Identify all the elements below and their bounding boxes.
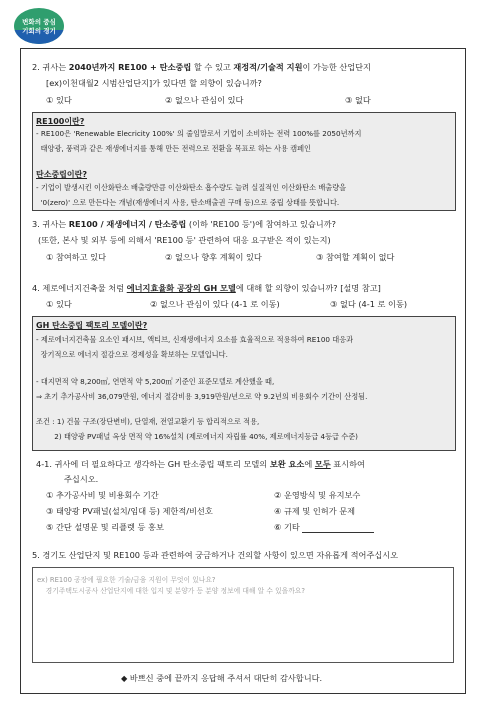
re100-heading: RE100이란? xyxy=(36,117,85,126)
gh-text-3: - 대지면적 약 8,200㎡, 연면적 약 5,200㎡ 기준인 표준모델로 계산했을 때, xyxy=(36,377,275,386)
q41-title: 4-1. 귀사에 더 필요하다고 생각하는 GH 탄소중립 팩토리 모델의 보완 요소에 모두 표시하여 xyxy=(36,459,365,469)
q3-line2: (또한, 본사 및 외부 등에 의해서 'RE100 등' 관련하여 대응 요구받은 적이 있는지) xyxy=(38,235,331,245)
carbon-text-2: '0(zero)' 으로 만든다는 개념(재생에너지 사용, 탄소배출권 구매 등)으로 중립 상태를 뜻합니다. xyxy=(36,198,340,207)
q3-option-2[interactable]: ② 없으나 향후 계획이 있다 xyxy=(165,252,262,262)
footer-thanks: ◆ 바쁘신 중에 끝까지 응답해 주셔서 대단히 감사합니다. xyxy=(121,673,323,683)
q41-option-2[interactable]: ② 운영방식 및 유지보수 xyxy=(274,490,361,500)
gh-text-2: 장기적으로 에너지 절감으로 경제성을 확보하는 모델입니다. xyxy=(36,350,228,359)
gh-text-5: 조건 : 1) 건물 구조(장단변비), 단열재, 전열교환기 등 합리적으로 적용, xyxy=(36,417,260,426)
q2-title: 2. 귀사는 2040년까지 RE100 + 탄소중립 할 수 있고 재정적/기술적 지원이 가능한 산업단지 xyxy=(32,62,371,72)
q2-option-2[interactable]: ② 없으나 관심이 있다 xyxy=(165,95,244,105)
q5-title: 5. 경기도 산업단지 및 RE100 등과 관련하여 궁금하거나 건의할 사항이 있으면 자유롭게 적어주십시오 xyxy=(32,550,399,560)
gh-text-4: ⇒ 초기 추가공사비 36,079만원, 에너지 절감비용 3,919만원/년으로 약 9.2년의 비용회수 기간이 산정됨. xyxy=(36,392,368,401)
q41-option-6[interactable]: ⑥ 기타 xyxy=(274,522,374,533)
q4-option-3[interactable]: ③ 없다 (4-1 로 이동) xyxy=(330,299,408,309)
q41-option-1[interactable]: ① 추가공사비 및 비용회수 기간 xyxy=(46,490,159,500)
re100-text-2: 태양광, 풍력과 같은 재생에너지를 통해 만든 전력으로 전환을 목표로 하는 사용 캠페인 xyxy=(36,144,311,153)
logo-line2: 기회의 경기 xyxy=(22,27,56,35)
q4-option-2[interactable]: ② 없으나 관심이 있다 (4-1 로 이동) xyxy=(150,299,280,309)
q3-option-3[interactable]: ③ 참여할 계획이 없다 xyxy=(316,252,395,262)
logo-line1: 변화의 중심 xyxy=(22,18,56,26)
feedback-placeholder-2: 경기주택도시공사 산업단지에 대한 입지 및 분양가 등 분양 정보에 대해 알 수 있을까요? xyxy=(37,587,305,595)
other-blank-line[interactable] xyxy=(302,524,374,533)
q41-option-5[interactable]: ⑤ 간단 설명문 및 리플렛 등 홍보 xyxy=(46,522,164,532)
q2-line2: [ex)이천대월2 시범산업단지]가 있다면 할 의향이 있습니까? xyxy=(46,78,262,88)
q41-option-4[interactable]: ④ 규제 및 인허가 문제 xyxy=(274,506,356,516)
feedback-textarea[interactable] xyxy=(32,567,454,663)
q41-line2: 주십시오. xyxy=(64,474,99,484)
q41-option-3[interactable]: ③ 태양광 PV패널(설치/임대 등) 제한적/비선호 xyxy=(46,506,213,516)
q2-option-3[interactable]: ③ 없다 xyxy=(345,95,371,105)
q4-option-1[interactable]: ① 있다 xyxy=(46,299,72,309)
carbon-neutral-heading: 탄소중립이란? xyxy=(36,170,88,179)
q3-title: 3. 귀사는 RE100 / 재생에너지 / 탄소중립 (이하 'RE100 등')에 참여하고 있습니까? xyxy=(32,219,336,229)
gh-text-6: 2) 태양광 PV패널 옥상 면적 약 16%설치 (제로에너지 자립률 40%, 제로에너지등급 4등급 수준) xyxy=(36,432,358,441)
gh-model-info-box xyxy=(32,316,456,451)
gh-text-1: - 제로에너지건축물 요소인 패시브, 액티브, 신재생에너지 요소를 효율적으로 적용하여 RE100 대응과 xyxy=(36,335,354,344)
carbon-text-1: - 기업이 발생시킨 이산화탄소 배출량만큼 이산화탄소 흡수량도 늘려 실질적인 이산화탄소 배출량을 xyxy=(36,183,347,192)
re100-info-box xyxy=(32,112,456,211)
feedback-placeholder-1: ex) RE100 공장에 필요한 기술/금융 지원이 무엇이 있나요? xyxy=(37,576,216,584)
gyeonggi-logo xyxy=(14,8,64,44)
q3-option-1[interactable]: ① 참여하고 있다 xyxy=(46,252,106,262)
gh-heading: GH 탄소중립 팩토리 모델이란? xyxy=(36,321,148,330)
re100-text-1: - RE100은 'Renewable Elecricity 100%' 의 줄임말로서 기업이 소비하는 전력 100%를 2050년까지 xyxy=(36,129,362,138)
q4-title: 4. 제로에너지건축물 처럼 에너지효율화 공장의 GH 모델에 대해 할 의향이 있습니까? [설명 참고] xyxy=(32,283,381,293)
q2-option-1[interactable]: ① 있다 xyxy=(46,95,72,105)
